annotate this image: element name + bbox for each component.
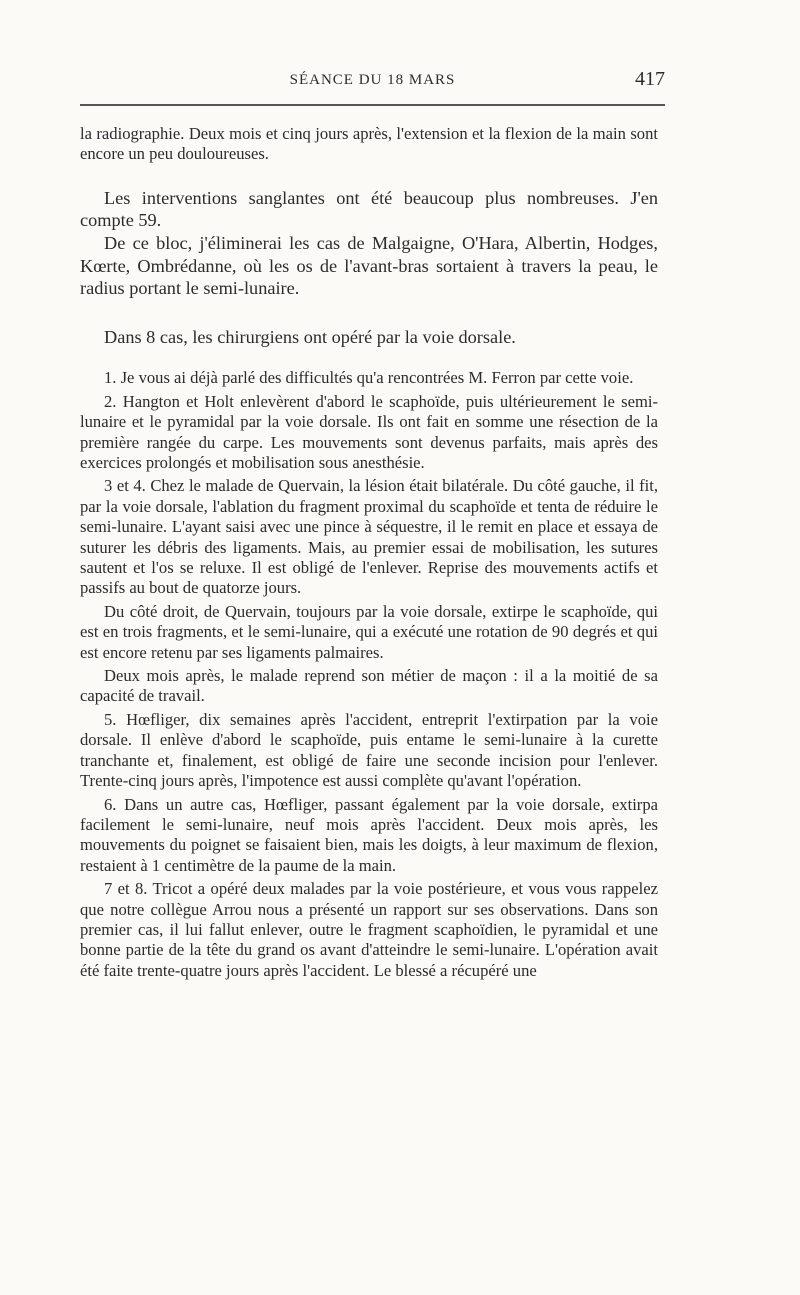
paragraph-case-7-8: 7 et 8. Tricot a opéré deux malades par la voie postérieure, et vous vous rappelez que notre collègue Arrou nous a présenté un rapport sur ses observations. Dans son premier cas, il lui fallut enlever, outre le fragment scaphoïdien, le pyramidal et une bonne partie de la tête du grand os avant d'atteindre le semi-lunaire. L'opération avait été faite trente-quatre jours après l'accident. Le blessé a récupéré une [80,879,658,980]
running-header [80,66,665,96]
paragraph-two-months: Deux mois après, le malade reprend son métier de maçon : il a la moitié de sa capacité de travail. [80,666,658,706]
paragraph-case-2: 2. Hangton et Holt enlevèrent d'abord le scaphoïde, puis ultérieurement le semi-lunaire et le pyramidal par la voie dorsale. Ils ont fait en somme une résection de la première rangée du carpe. Les mouvements sont devenus parfaits, mais après des exercices prolongés et mobilisation sous anesthésie. [80,391,658,472]
page-number: 417 [635,68,665,90]
page-body [80,124,658,981]
paragraph-case-3-4: 3 et 4. Chez le malade de Quervain, la lésion était bilatérale. Du côté gauche, il fit, par la voie dorsale, l'ablation du fragment proximal du scaphoïde et tenta de réduire le semi-lunaire. L'ayant saisi avec une pince à séquestre, il le remit en place et essaya de suturer les débris des ligaments. Mais, au premier essai de mobilisation, les sutures sautent et l'os se reluxe. Il est obligé de l'enlever. Reprise des mouvements actifs et passifs au bout de quatorze jours. [80,476,658,598]
paragraph-case-5: 5. Hœfliger, dix semaines après l'accident, entreprit l'extirpation par la voie dorsale. Il enlève d'abord le scaphoïde, puis entame le semi-lunaire à la curette tranchante et, finalement, est obligé de faire une seconde incision pour l'enlever. Trente-cinq jours après, l'impotence est aussi complète qu'avant l'opération. [80,709,658,791]
paragraph-case-6: 6. Dans un autre cas, Hœfliger, passant également par la voie dorsale, extirpa facilement le semi-lunaire, neuf mois après l'accident. Deux mois après, les mouvements du poignet se faisaient bien, mais les doigts, à leur maximum de flexion, restaient à 1 centimètre de la paume de la main. [80,794,658,875]
paragraph-eliminated-cases: De ce bloc, j'éliminerai les cas de Malgaigne, O'Hara, Albertin, Hodges, Kœrte, Ombrédanne, où les os de l'avant-bras sortaient à travers la peau, le radius portant le semi-lunaire. [80,233,658,299]
paragraph-dorsal-route: Dans 8 cas, les chirurgiens ont opéré par la voie dorsale. [104,326,516,347]
header-rule [80,104,665,106]
paragraph-case-1: 1. Je vous ai déjà parlé des difficultés qu'a rencontrées M. Ferron par cette voie. [104,368,634,388]
paragraph-continuation: la radiographie. Deux mois et cinq jours après, l'extension et la flexion de la main sont encore un peu douloureuses. [80,124,658,164]
paragraph-interventions: Les interventions sanglantes ont été beaucoup plus nombreuses. J'en compte 59. [80,187,658,231]
paragraph-right-side: Du côté droit, de Quervain, toujours par la voie dorsale, extirpe le scaphoïde, qui est en trois fragments, et le semi-lunaire, qui a exécuté une rotation de 90 degrés et qui est encore retenu par ses ligaments palmaires. [80,601,658,662]
running-title: SÉANCE DU 18 MARS [289,72,456,88]
